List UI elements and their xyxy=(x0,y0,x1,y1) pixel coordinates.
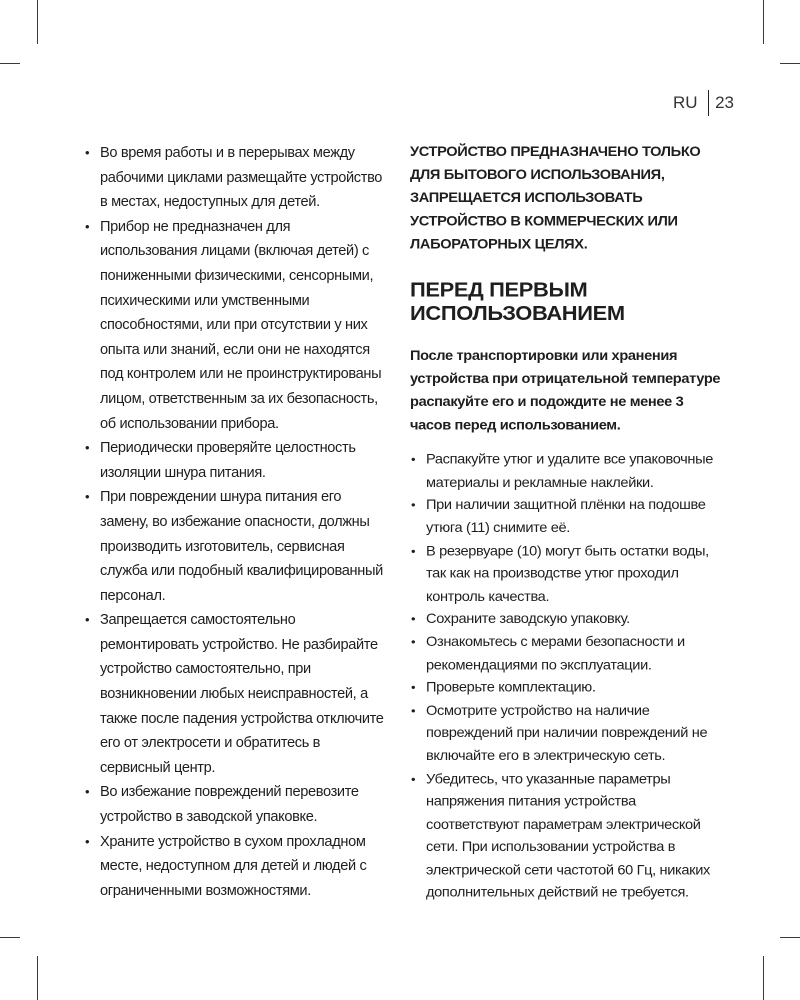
language-code: RU xyxy=(673,93,698,112)
list-item: • Во избежание повреждений перевозите устройство в заводской упаковке. xyxy=(84,780,390,829)
list-item: • Запрещается самостоятельно ремонтировать устройство. Не разбирайте устройство самостоятельно, при возникновении любых неисправностей, а также после падения устройства отключите его от электросети и обратитесь в сервисный центр. xyxy=(84,608,390,780)
page-header xyxy=(673,90,734,116)
page-number: 23 xyxy=(715,93,734,112)
right-column xyxy=(410,141,722,905)
crop-mark-top-right-vertical xyxy=(763,0,764,44)
crop-mark-bottom-right-vertical xyxy=(763,956,764,1000)
safety-list xyxy=(84,141,390,903)
header-divider xyxy=(708,90,710,116)
list-item: • Ознакомьтесь с мерами безопасности и рекомендациями по эксплуатации. xyxy=(410,631,722,677)
list-item: • Проверьте комплектацию. xyxy=(410,677,722,700)
list-item: • Периодически проверяйте целостность изоляции шнура питания. xyxy=(84,436,390,485)
crop-mark-bottom-right-horizontal xyxy=(780,937,800,938)
list-item: • Осмотрите устройство на наличие повреждений при наличии повреждений не включайте его в электрическую сеть. xyxy=(410,700,722,768)
first-use-list xyxy=(410,449,722,905)
list-item: • Во время работы и в перерывах между рабочими циклами размещайте устройство в местах, недоступных для детей. xyxy=(84,141,390,215)
list-item: • Сохраните заводскую упаковку. xyxy=(410,609,722,632)
crop-mark-bottom-left-vertical xyxy=(37,956,38,1000)
list-item: • Прибор не предназначен для использования лицами (включая детей) с пониженными физическими, сенсорными, психическими или умственными способностями, или при отсутствии у них опыта или знаний, если они не находятся под контролем или не проинструктированы лицом, ответственным за их безопасность, об использовании прибора. xyxy=(84,215,390,436)
list-item: • При повреждении шнура питания его замену, во избежание опасности, должны производить изготовитель, сервисная служба или подобный квалифицированный персонал. xyxy=(84,485,390,608)
section-title: ПЕРЕД ПЕРВЫМ ИСПОЛЬЗОВАНИЕМ xyxy=(410,278,625,325)
lead-paragraph: После транспортировки или хранения устройства при отрицательной температуре распакуйте его и подождите не менее 3 часов перед использованием. xyxy=(410,348,721,434)
crop-mark-top-right-horizontal xyxy=(780,63,800,64)
household-use-warning: УСТРОЙСТВО ПРЕДНАЗНАЧЕНО ТОЛЬКО ДЛЯ БЫТОВОГО ИСПОЛЬЗОВАНИЯ, ЗАПРЕЩАЕТСЯ ИСПОЛЬЗОВАТЬ УСТРОЙСТВО В КОММЕРЧЕСКИХ ИЛИ ЛАБОРАТОРНЫХ ЦЕЛЯХ. xyxy=(410,144,701,253)
left-column xyxy=(84,141,390,903)
list-item: • Убедитесь, что указанные параметры напряжения питания устройства соответствуют параметрам электрической сети. При использовании устройства в электрической сети частотой 60 Гц, никаких дополнительных действий не требуется. xyxy=(410,768,722,905)
list-item: • Храните устройство в сухом прохладном месте, недоступном для детей и людей с ограниченными возможностями. xyxy=(84,830,390,904)
crop-mark-top-left-vertical xyxy=(37,0,38,44)
list-item: • При наличии защитной плёнки на подошве утюга (11) снимите её. xyxy=(410,495,722,541)
crop-mark-bottom-left-horizontal xyxy=(0,937,20,938)
list-item: • Распакуйте утюг и удалите все упаковочные материалы и рекламные наклейки. xyxy=(410,449,722,495)
crop-mark-top-left-horizontal xyxy=(0,63,20,64)
list-item: • В резервуаре (10) могут быть остатки воды, так как на производстве утюг проходил контроль качества. xyxy=(410,540,722,608)
